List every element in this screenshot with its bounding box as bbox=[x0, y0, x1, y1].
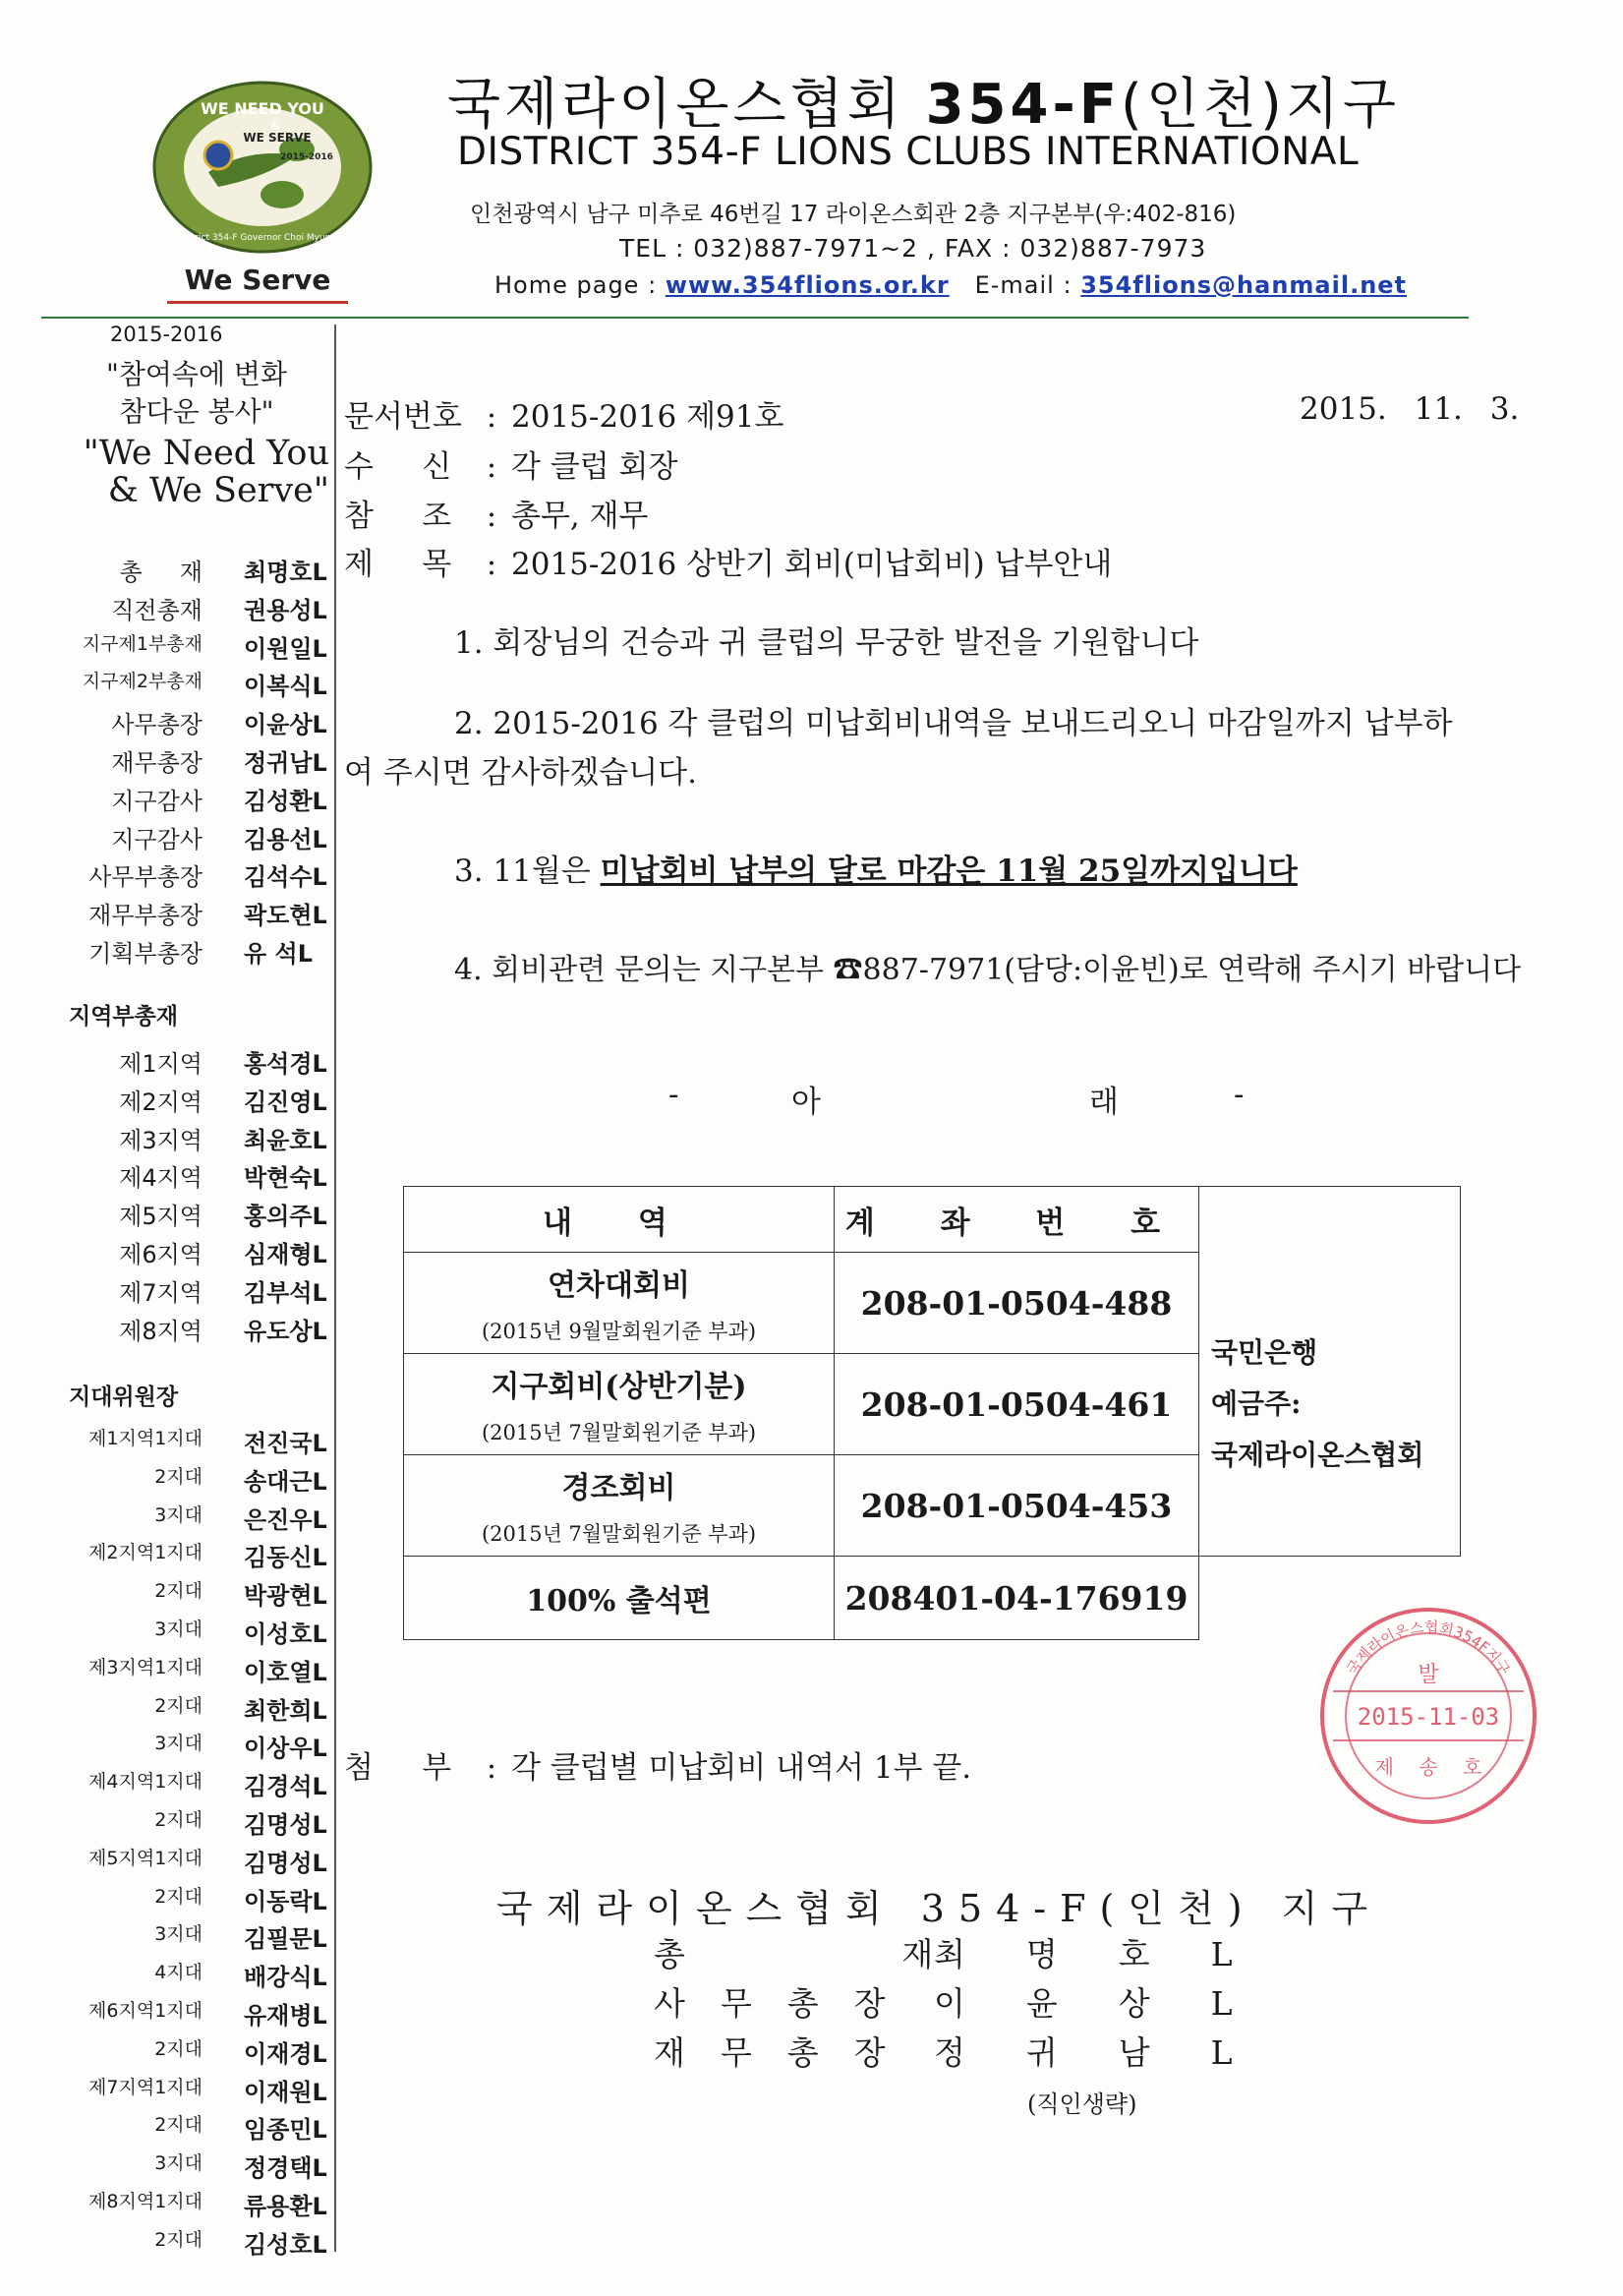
person-role: 2지대 bbox=[154, 1809, 203, 1831]
person-name: 최한희L bbox=[244, 1696, 327, 1725]
person-role: 제8지역 bbox=[119, 1317, 203, 1345]
sidebar-person-row bbox=[0, 1083, 334, 1116]
paragraph-4: 4. 회비관련 문의는 지구본부 ☎887-7971(담당:이윤빈)로 연락해 주시기 바랍니다 bbox=[454, 953, 1522, 987]
person-role: 제6지역 bbox=[119, 1241, 203, 1268]
sidebar-person-row bbox=[0, 1615, 334, 1648]
title-korean bbox=[447, 61, 1400, 140]
below-char-a: 아 bbox=[791, 1085, 821, 1120]
sidebar-person-row bbox=[0, 1958, 334, 1992]
attachment-text: 각 클럽별 미납회비 내역서 1부 끝. bbox=[511, 1750, 972, 1786]
person-name: 류용환L bbox=[244, 2193, 327, 2220]
person-name: 김명성L bbox=[244, 1811, 327, 1839]
person-name: 유재병L bbox=[244, 2002, 327, 2030]
person-role: 직전총재 bbox=[111, 596, 203, 624]
attendance-item: 100% 출석편 bbox=[404, 1557, 835, 1640]
person-role: 사무총장 bbox=[111, 711, 203, 739]
person-role: 3지대 bbox=[154, 1733, 203, 1755]
person-name: 송대근L bbox=[244, 1467, 327, 1496]
reference: 총무, 재무 bbox=[511, 499, 649, 534]
sidebar-person-row bbox=[0, 591, 334, 624]
header-item: 내 역 bbox=[404, 1187, 835, 1253]
sidebar-person-row bbox=[0, 1197, 334, 1231]
stamp-mid-char: 발 bbox=[1418, 1663, 1439, 1687]
homepage-link[interactable]: www.354flions.or.kr bbox=[665, 271, 950, 299]
person-name: 곽도현L bbox=[244, 902, 327, 930]
person-role: 2지대 bbox=[154, 1694, 203, 1717]
header-blank bbox=[1199, 1187, 1461, 1253]
table-row bbox=[404, 1253, 1461, 1354]
person-role: 지구감사 bbox=[111, 825, 203, 854]
paragraph-3 bbox=[454, 846, 1298, 890]
sidebar-person-row bbox=[0, 705, 334, 739]
logo-ring-bottom: District 354-F Governor Choi Myungho bbox=[177, 233, 348, 243]
reference-label: 참 조 bbox=[344, 499, 452, 534]
person-name: 홍석경L bbox=[244, 1050, 327, 1078]
bank-holder: 국제라이온스협회 bbox=[1211, 1438, 1424, 1471]
person-role: 지구제1부총재 bbox=[82, 632, 203, 655]
person-role: 2지대 bbox=[154, 2228, 203, 2251]
paragraph-3-emphasis: 미납회비 납부의 달로 마감은 11월 25일까지입니다 bbox=[600, 854, 1298, 889]
slogan-en-line-1: "We Need You bbox=[83, 434, 329, 473]
sidebar-person-row bbox=[0, 667, 334, 701]
sidebar-person-row bbox=[0, 1273, 334, 1307]
title-kr-district: 354-F bbox=[925, 73, 1121, 137]
region-heading: 지역부총재 bbox=[69, 1004, 179, 1030]
sidebar-person-row bbox=[0, 820, 334, 854]
person-name: 은진우L bbox=[244, 1505, 327, 1534]
sidebar-person-row bbox=[0, 857, 334, 892]
logo-ring-top: WE NEED YOU bbox=[201, 99, 324, 118]
stamp-date: 2015-11-03 bbox=[1357, 1703, 1500, 1731]
sidebar-person-row bbox=[0, 1538, 334, 1572]
person-role: 제4지역 bbox=[119, 1164, 203, 1193]
person-name: 이원일L bbox=[244, 634, 327, 663]
homepage-label: Home page : bbox=[494, 271, 658, 299]
below-dash-left: - bbox=[668, 1077, 679, 1112]
sidebar-person-row bbox=[0, 1691, 334, 1725]
sidebar-person-row bbox=[0, 629, 334, 663]
person-role: 3지대 bbox=[154, 2152, 203, 2175]
bank-name: 국민은행 bbox=[1211, 1335, 1318, 1369]
person-role: 제4지역1지대 bbox=[88, 1771, 203, 1794]
person-name: 김필문L bbox=[244, 1925, 327, 1954]
row-note: (2015년 7월말회원기준 부과) bbox=[481, 1421, 757, 1444]
person-name: 권용성L bbox=[244, 596, 327, 624]
person-role: 3지대 bbox=[154, 1503, 203, 1526]
sidebar-person-row bbox=[0, 1919, 334, 1954]
signature-title: 재무총장 bbox=[654, 2033, 921, 2072]
title-kr-prefix: 국제라이온스협회 bbox=[447, 73, 904, 137]
sidebar-person-row bbox=[0, 2187, 334, 2220]
sidebar-person-row bbox=[0, 553, 334, 586]
person-name: 이복식L bbox=[244, 673, 327, 701]
slogan-kr-line-1: "참여속에 변화 bbox=[105, 358, 288, 390]
title-kr-suffix: (인천)지구 bbox=[1120, 73, 1401, 137]
person-name: 정귀남L bbox=[244, 749, 327, 777]
row-note: (2015년 7월말회원기준 부과) bbox=[481, 1522, 757, 1546]
sidebar-person-row bbox=[0, 1044, 334, 1078]
sidebar-person-row bbox=[0, 1158, 334, 1193]
below-dash-right: - bbox=[1234, 1077, 1245, 1112]
sidebar-divider bbox=[334, 324, 336, 2252]
bank-info-cell bbox=[1199, 1253, 1461, 1557]
person-name: 최윤호L bbox=[244, 1126, 327, 1154]
person-role: 제3지역1지대 bbox=[88, 1656, 203, 1678]
seal-omitted-note: (직인생략) bbox=[1027, 2090, 1137, 2118]
sidebar-person-row bbox=[0, 1882, 334, 1915]
person-name: 김진영L bbox=[244, 1088, 327, 1116]
person-role: 제5지역 bbox=[119, 1203, 203, 1231]
subject-row bbox=[344, 539, 1112, 583]
person-name: 임종민L bbox=[244, 2116, 327, 2145]
colon: : bbox=[486, 1750, 497, 1786]
signature-name: 정귀남L bbox=[934, 2033, 1294, 2072]
sidebar-person-row bbox=[0, 2225, 334, 2259]
sidebar-person-row bbox=[0, 1653, 334, 1686]
attachment-label: 첨 부 bbox=[344, 1750, 452, 1786]
person-name: 김성환L bbox=[244, 787, 327, 815]
person-role: 3지대 bbox=[154, 1923, 203, 1946]
person-name: 김용선L bbox=[244, 825, 327, 854]
tel-fax: TEL : 032)887-7971~2 , FAX : 032)887-7973 bbox=[619, 234, 1207, 263]
person-name: 김부석L bbox=[244, 1278, 327, 1307]
row-account: 208-01-0504-461 bbox=[835, 1354, 1199, 1455]
logo-ring-mid: & bbox=[270, 120, 280, 133]
doc-number-label: 문서번호 bbox=[344, 399, 462, 435]
person-name: 이윤상L bbox=[244, 711, 327, 739]
signature-name: 이윤상L bbox=[934, 1984, 1294, 2023]
sidebar-person-row bbox=[0, 2110, 334, 2145]
stamp-top-arc: 국제라이온스협회354F지구 bbox=[1343, 1618, 1514, 1678]
subject-label: 제 목 bbox=[344, 547, 452, 582]
person-role: 사무부총장 bbox=[88, 863, 203, 892]
dispatch-stamp bbox=[1305, 1593, 1551, 1839]
header-account: 계 좌 번 호 bbox=[835, 1187, 1199, 1253]
person-name: 이호열L bbox=[244, 1658, 327, 1686]
sidebar-person-row bbox=[0, 1729, 334, 1763]
person-role: 2지대 bbox=[154, 2037, 203, 2060]
reference-row bbox=[344, 491, 649, 535]
attachment-row bbox=[344, 1742, 971, 1787]
person-role: 제7지역 bbox=[119, 1278, 203, 1307]
person-role: 제2지역 bbox=[119, 1088, 203, 1116]
subject: 2015-2016 상반기 회비(미납회비) 납부안내 bbox=[511, 547, 1113, 582]
row-note: (2015년 9월말회원기준 부과) bbox=[481, 1320, 757, 1343]
person-name: 이성호L bbox=[244, 1620, 327, 1648]
table-row-attendance bbox=[404, 1557, 1461, 1640]
doc-number: 2015-2016 제91호 bbox=[511, 399, 784, 435]
person-role: 3지대 bbox=[154, 1619, 203, 1640]
address: 인천광역시 남구 미추로 46번길 17 라이온스회관 2층 지구본부(우:402-816) bbox=[470, 202, 1237, 227]
person-name: 유 석L bbox=[244, 940, 314, 968]
row-account: 208-01-0504-488 bbox=[835, 1253, 1199, 1354]
person-role: 기획부총장 bbox=[88, 940, 203, 968]
person-name: 박현숙L bbox=[244, 1164, 327, 1193]
person-role: 2지대 bbox=[154, 2114, 203, 2137]
paragraph-3-prefix: 3. 11월은 bbox=[454, 854, 601, 889]
person-name: 김명성L bbox=[244, 1849, 327, 1877]
sidebar-person-row bbox=[0, 1312, 334, 1345]
person-name: 김경석L bbox=[244, 1773, 327, 1801]
sidebar-person-row bbox=[0, 1501, 334, 1534]
person-role: 제7지역1지대 bbox=[88, 2076, 203, 2098]
slogan-en-line-2: & We Serve" bbox=[107, 471, 329, 510]
person-name: 이재원L bbox=[244, 2078, 327, 2106]
person-role: 재무부총장 bbox=[88, 902, 203, 930]
sidebar-person-row bbox=[0, 1462, 334, 1496]
sidebar-person-row bbox=[0, 1576, 334, 1611]
person-role: 제8지역1지대 bbox=[88, 2191, 203, 2212]
colon: : bbox=[486, 449, 497, 485]
paragraph-2-line-1: 2. 2015-2016 각 클럽의 미납회비내역을 보내드리오니 마감일까지 납부하 bbox=[454, 706, 1453, 741]
colon: : bbox=[486, 499, 497, 534]
row-item-cell bbox=[404, 1455, 835, 1557]
paragraph-2-line-2: 여 주시면 감사하겠습니다. bbox=[344, 755, 697, 791]
lions-logo bbox=[149, 79, 376, 256]
attendance-account: 208401-04-176919 bbox=[835, 1557, 1199, 1640]
below-char-b: 래 bbox=[1089, 1085, 1119, 1120]
sidebar-slogan-english bbox=[49, 435, 329, 509]
person-name: 전진국L bbox=[244, 1430, 327, 1457]
sidebar-person-row bbox=[0, 2073, 334, 2106]
person-name: 김동신L bbox=[244, 1544, 327, 1572]
person-name: 이재경L bbox=[244, 2039, 327, 2068]
logo-ring-mid2: WE SERVE bbox=[243, 131, 312, 145]
sidebar-person-row bbox=[0, 743, 334, 777]
signature-organization: 국제라이온스협회 354-F(인천) 지구 bbox=[496, 1887, 1382, 1930]
zone-heading: 지대위원장 bbox=[69, 1384, 179, 1410]
colon: : bbox=[486, 399, 497, 435]
motto-underline bbox=[167, 301, 348, 304]
row-item: 지구회비(상반기분) bbox=[491, 1370, 747, 1404]
sidebar-person-row bbox=[0, 1424, 334, 1457]
person-name: 최명호L bbox=[244, 559, 327, 586]
person-name: 김성호L bbox=[244, 2230, 327, 2259]
person-name: 이동락L bbox=[244, 1887, 327, 1915]
header-divider bbox=[41, 317, 1469, 319]
bank-holder-label: 예금주: bbox=[1211, 1386, 1302, 1420]
sidebar-person-row bbox=[0, 2034, 334, 2068]
we-serve-motto: We Serve bbox=[184, 264, 331, 296]
recipient-label: 수 신 bbox=[344, 449, 452, 485]
person-role: 2지대 bbox=[154, 1580, 203, 1603]
sidebar-slogan-korean bbox=[69, 356, 324, 431]
person-name: 심재형L bbox=[244, 1241, 327, 1268]
row-item: 연차대회비 bbox=[548, 1268, 690, 1303]
recipient-row bbox=[344, 442, 677, 486]
web-contacts bbox=[494, 271, 1407, 299]
email-link[interactable]: 354flions@hanmail.net bbox=[1080, 271, 1408, 299]
paragraph-1: 1. 회장님의 건승과 귀 클럽의 무궁한 발전을 기원합니다 bbox=[454, 625, 1199, 661]
person-role: 제5지역1지대 bbox=[88, 1847, 203, 1869]
person-role: 제2지역1지대 bbox=[88, 1542, 203, 1564]
slogan-kr-line-2: 참다운 봉사" bbox=[119, 395, 274, 428]
sidebar-person-row bbox=[0, 1996, 334, 2030]
person-name: 이상우L bbox=[244, 1735, 327, 1763]
sidebar-person-row bbox=[0, 1805, 334, 1839]
sidebar-person-row bbox=[0, 1121, 334, 1154]
sidebar-year: 2015-2016 bbox=[110, 323, 223, 346]
email-label: E-mail : bbox=[974, 271, 1072, 299]
row-item-cell bbox=[404, 1354, 835, 1455]
signature-title: 총 재 bbox=[654, 1935, 1037, 1973]
person-role: 제3지역 bbox=[119, 1126, 203, 1154]
sidebar-person-row bbox=[0, 782, 334, 815]
sidebar-person-row bbox=[0, 1844, 334, 1877]
person-role: 제1지역1지대 bbox=[88, 1428, 203, 1449]
person-name: 홍의주L bbox=[244, 1203, 327, 1231]
person-role: 지구감사 bbox=[111, 787, 203, 815]
title-english: DISTRICT 354-F LIONS CLUBS INTERNATIONAL bbox=[457, 130, 1360, 174]
person-name: 김석수L bbox=[244, 863, 327, 892]
doc-number-row bbox=[344, 391, 783, 436]
person-name: 배강식L bbox=[244, 1964, 327, 1992]
table-header-row bbox=[404, 1187, 1461, 1253]
person-role: 재무총장 bbox=[111, 749, 203, 777]
person-role: 2지대 bbox=[154, 1885, 203, 1908]
signature-title: 사무총장 bbox=[654, 1984, 921, 2023]
recipient: 각 클럽 회장 bbox=[511, 449, 678, 485]
sidebar-person-row bbox=[0, 934, 334, 968]
person-name: 정경택L bbox=[244, 2154, 327, 2183]
document-date: 2015. 11. 3. bbox=[1300, 391, 1520, 427]
colon: : bbox=[486, 547, 497, 582]
person-role: 2지대 bbox=[154, 1465, 203, 1488]
person-role: 지구제2부총재 bbox=[82, 671, 203, 693]
sidebar-person-row bbox=[0, 2149, 334, 2183]
person-name: 유도상L bbox=[244, 1317, 327, 1345]
person-role: 제1지역 bbox=[119, 1050, 203, 1078]
logo-year: 2015-2016 bbox=[280, 152, 333, 162]
fee-account-table bbox=[403, 1186, 1461, 1640]
sidebar-person-row bbox=[0, 896, 334, 930]
row-item: 경조회비 bbox=[561, 1471, 676, 1505]
row-item-cell bbox=[404, 1253, 835, 1354]
sidebar-person-row bbox=[0, 1235, 334, 1268]
row-account: 208-01-0504-453 bbox=[835, 1455, 1199, 1557]
person-role: 4지대 bbox=[154, 1962, 203, 1984]
person-role: 총 재 bbox=[119, 559, 203, 586]
signature-name: 최명호L bbox=[934, 1935, 1294, 1973]
person-name: 박광현L bbox=[244, 1582, 327, 1611]
stamp-bottom: 제 송 호 bbox=[1374, 1755, 1482, 1779]
sidebar-person-row bbox=[0, 1767, 334, 1801]
person-role: 제6지역1지대 bbox=[88, 2000, 203, 2022]
